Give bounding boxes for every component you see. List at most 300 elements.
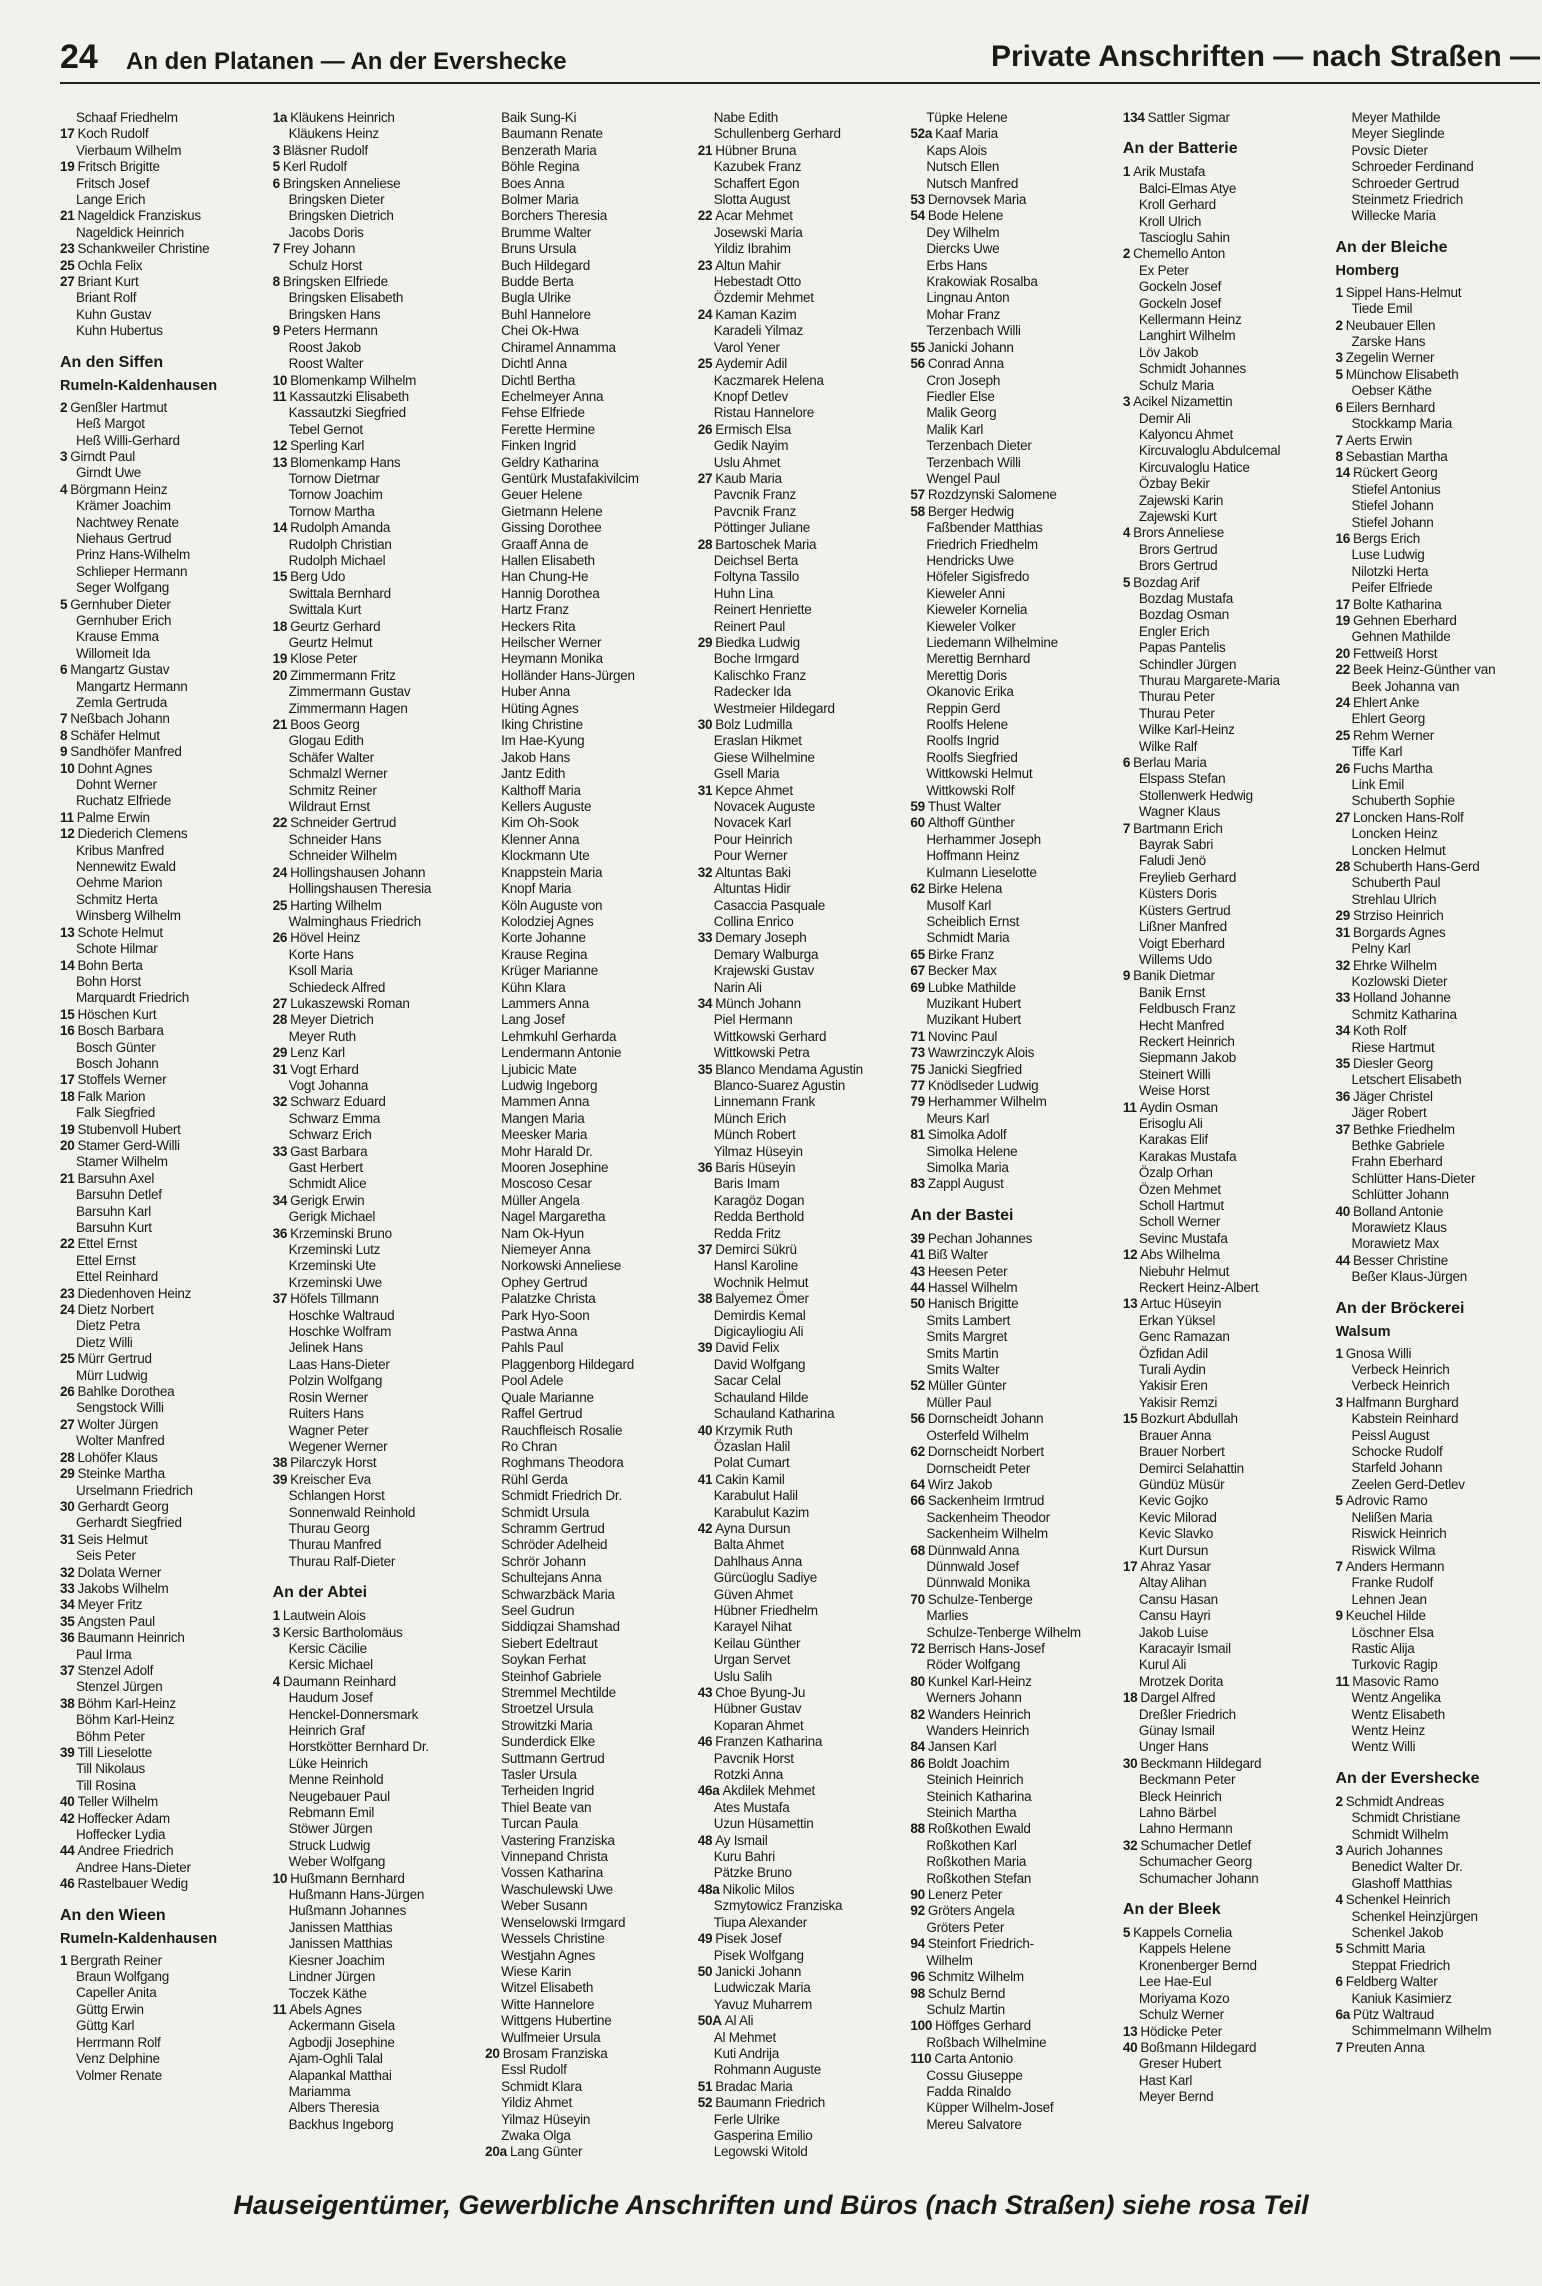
resident-entry <box>485 143 690 159</box>
resident-entry <box>60 1171 265 1187</box>
resident-name: Küsters Gertrud <box>1138 902 1231 918</box>
resident-name: Schiedeck Alfred <box>288 979 386 995</box>
resident-name: Mangartz Hermann <box>76 678 188 694</box>
resident-name: Wanders Heinrich <box>927 1706 1031 1722</box>
resident-entry <box>60 1663 265 1679</box>
resident-entry <box>1123 1925 1328 1941</box>
resident-entry <box>60 225 265 241</box>
resident-entry <box>485 1275 690 1291</box>
resident-entry <box>1335 1690 1540 1706</box>
resident-name: Okanovic Erika <box>926 684 1014 700</box>
resident-entry <box>273 2035 478 2051</box>
resident-entry <box>698 1324 903 1340</box>
resident-entry <box>60 761 265 777</box>
resident-entry <box>910 455 1115 471</box>
resident-name: Gerhardt Georg <box>77 1498 169 1514</box>
house-number: 86 <box>910 1755 925 1771</box>
resident-name: Blanco-Suarez Agustin <box>713 1077 846 1093</box>
resident-entry <box>910 225 1115 241</box>
resident-name: Swittala Bernhard <box>288 585 391 601</box>
resident-entry <box>273 1554 478 1570</box>
resident-name: Schäfer Walter <box>288 749 374 765</box>
house-number: 50 <box>697 1963 713 1979</box>
resident-entry <box>698 176 903 192</box>
resident-name: Gehnen Eberhard <box>1353 612 1457 628</box>
resident-entry <box>910 159 1115 175</box>
resident-name: Niemeyer Anna <box>501 1242 591 1258</box>
resident-entry <box>485 1964 690 1980</box>
resident-name: Beßer Klaus-Jürgen <box>1351 1269 1468 1285</box>
house-number: 5 <box>1122 574 1131 590</box>
resident-name: Schauland Hilde <box>713 1389 809 1405</box>
house-number: 1 <box>60 1952 68 1968</box>
resident-name: Vogt Johanna <box>288 1077 369 1093</box>
house-number: 26 <box>60 1384 75 1400</box>
resident-entry <box>273 1472 478 1488</box>
resident-name: Greser Hubert <box>1138 2056 1222 2072</box>
resident-entry <box>485 307 690 323</box>
resident-entry <box>1335 531 1540 547</box>
resident-entry <box>910 1526 1115 1542</box>
resident-entry <box>910 520 1115 536</box>
resident-name: Berlau Maria <box>1133 755 1207 771</box>
resident-name: Braun Wolfgang <box>76 1969 170 1985</box>
house-number: 5 <box>272 159 280 175</box>
resident-entry <box>485 438 690 454</box>
resident-name: Steinich Martha <box>926 1805 1017 1821</box>
resident-name: Münch Erich <box>713 1110 787 1126</box>
resident-name: Hoffmann Heinz <box>926 848 1020 864</box>
house-number: 28 <box>697 536 713 552</box>
resident-name: Ophey Gertrud <box>501 1274 588 1290</box>
resident-entry <box>1123 575 1328 591</box>
resident-entry <box>910 1871 1115 1887</box>
resident-entry <box>698 110 903 126</box>
house-number: 39 <box>697 1340 713 1356</box>
resident-name: Steinmetz Friedrich <box>1351 192 1464 208</box>
resident-name: Aydemir Adil <box>715 356 788 372</box>
house-number: 17 <box>1122 1558 1138 1574</box>
house-number: 15 <box>272 569 288 585</box>
resident-name: Rauchfleisch Rosalie <box>501 1422 623 1438</box>
resident-entry <box>485 2030 690 2046</box>
resident-entry <box>698 1636 903 1652</box>
resident-name: Gerigk Erwin <box>290 1192 365 1208</box>
resident-entry <box>60 892 265 908</box>
resident-name: Dernovsek Maria <box>927 192 1027 208</box>
resident-name: Schulze-Tenberge <box>927 1591 1033 1607</box>
resident-name: Bahlke Dorothea <box>77 1384 175 1400</box>
resident-name: Bayrak Sabri <box>1138 837 1214 853</box>
district-heading: Rumeln-Kaldenhausen <box>60 1930 218 1947</box>
resident-entry <box>60 1860 265 1876</box>
resident-entry <box>1335 1794 1540 1810</box>
resident-entry <box>485 274 690 290</box>
resident-name: Prinz Hans-Wilhelm <box>76 547 191 563</box>
house-number: 8 <box>272 274 280 290</box>
resident-name: Reppin Gerd <box>926 700 1001 716</box>
resident-name: Kersic Michael <box>288 1657 373 1673</box>
resident-entry <box>1123 1991 1328 2007</box>
resident-entry <box>698 225 903 241</box>
resident-name: Wentz Heinz <box>1351 1722 1425 1738</box>
resident-name: Demary Joseph <box>715 930 807 946</box>
resident-entry <box>1123 181 1328 197</box>
resident-name: Nennewitz Ewald <box>76 859 176 875</box>
resident-entry <box>910 126 1115 142</box>
resident-name: Erbs Hans <box>926 257 988 273</box>
resident-entry <box>1123 1001 1328 1017</box>
resident-entry <box>60 1466 265 1482</box>
resident-name: Reinert Paul <box>713 618 786 634</box>
resident-name: Conrad Anna <box>927 356 1004 372</box>
resident-name: Bozdag Mustafa <box>1138 590 1233 606</box>
resident-name: Gentürk Mustafakivilcim <box>501 470 639 486</box>
house-number: 66 <box>910 1493 925 1509</box>
resident-entry <box>1335 613 1540 629</box>
resident-entry <box>1123 378 1328 394</box>
resident-entry <box>1335 367 1540 383</box>
house-number: 77 <box>910 1077 925 1093</box>
resident-name: Weise Horst <box>1138 1083 1210 1099</box>
resident-entry <box>1335 1958 1540 1974</box>
resident-entry <box>485 2144 690 2160</box>
resident-entry <box>485 1373 690 1389</box>
resident-name: Dreßler Friedrich <box>1138 1706 1236 1722</box>
resident-entry <box>60 547 265 563</box>
resident-entry <box>273 110 478 126</box>
resident-name: Demirci Sükrü <box>715 1242 797 1258</box>
resident-name: Schäfer Helmut <box>70 727 160 743</box>
resident-name: Holland Johanne <box>1353 990 1451 1006</box>
house-number: 13 <box>60 924 75 940</box>
resident-entry <box>1335 400 1540 416</box>
resident-entry <box>273 668 478 684</box>
resident-name: Reckert Heinrich <box>1138 1033 1235 1049</box>
house-number: 4 <box>1335 1892 1343 1908</box>
resident-entry <box>273 1707 478 1723</box>
district-heading: Walsum <box>1335 1323 1391 1340</box>
resident-entry <box>698 1505 903 1521</box>
house-number: 52 <box>910 1378 925 1394</box>
resident-name: Uslu Ahmet <box>713 454 781 470</box>
resident-entry <box>1335 1625 1540 1641</box>
resident-name: Balta Ahmet <box>713 1537 784 1553</box>
resident-entry <box>273 192 478 208</box>
resident-entry <box>273 1160 478 1176</box>
resident-name: Radecker Ida <box>713 684 792 700</box>
house-number: 55 <box>910 339 925 355</box>
resident-name: Janicki Siegfried <box>927 1061 1022 1077</box>
resident-entry <box>698 1012 903 1028</box>
resident-entry <box>1335 1876 1540 1892</box>
resident-name: Klose Peter <box>290 651 358 667</box>
resident-name: Bozkurt Abdullah <box>1140 1411 1238 1427</box>
resident-entry <box>273 881 478 897</box>
house-number: 18 <box>60 1088 75 1104</box>
resident-name: Bartmann Erich <box>1133 820 1223 836</box>
resident-entry <box>485 1160 690 1176</box>
resident-entry <box>910 996 1115 1012</box>
resident-entry <box>1123 509 1328 525</box>
resident-entry <box>485 1734 690 1750</box>
resident-name: Borgards Agnes <box>1353 924 1446 940</box>
resident-name: Musolf Karl <box>926 897 992 913</box>
resident-entry <box>698 1882 903 1898</box>
resident-name: Bolte Katharina <box>1353 596 1442 612</box>
resident-name: Kurul Ali <box>1138 1657 1187 1673</box>
resident-entry <box>698 1833 903 1849</box>
resident-name: Echelmeyer Anna <box>501 388 604 404</box>
resident-entry <box>485 1062 690 1078</box>
resident-entry <box>910 1144 1115 1160</box>
resident-name: Wildraut Ernst <box>288 799 370 815</box>
resident-entry <box>60 1597 265 1613</box>
resident-name: Dünnwald Josef <box>926 1558 1019 1574</box>
resident-entry <box>698 668 903 684</box>
resident-entry <box>1335 1171 1540 1187</box>
resident-entry <box>698 356 903 372</box>
house-number: 49 <box>697 1931 713 1947</box>
resident-entry <box>1123 1707 1328 1723</box>
street-heading: An der Abtei <box>272 1584 368 1602</box>
resident-name: Hußmann Hans-Jürgen <box>288 1887 425 1903</box>
resident-entry <box>698 1865 903 1881</box>
house-number: 51 <box>697 2078 713 2094</box>
house-number: 1 <box>1122 164 1131 180</box>
resident-entry <box>910 1231 1115 1247</box>
resident-entry <box>60 1122 265 1138</box>
house-number: 39 <box>910 1230 925 1246</box>
house-number: 6 <box>60 662 68 678</box>
resident-name: Cansu Hayri <box>1138 1608 1211 1624</box>
resident-name: Bringsken Dietrich <box>288 208 394 224</box>
resident-name: Menne Reinhold <box>288 1772 384 1788</box>
resident-entry <box>1335 843 1540 859</box>
resident-name: Brumme Walter <box>501 224 592 240</box>
resident-name: Schulze-Tenberge Wilhelm <box>926 1624 1081 1640</box>
resident-name: Mooren Josephine <box>501 1160 609 1175</box>
resident-entry <box>485 208 690 224</box>
resident-name: Bugla Ulrike <box>501 290 571 306</box>
resident-name: Agbodji Josephine <box>288 2034 395 2050</box>
resident-name: Bringsken Dieter <box>288 192 385 208</box>
house-number: 48 <box>697 1832 713 1848</box>
resident-entry <box>1123 110 1328 126</box>
resident-name: Karabulut Kazim <box>713 1504 810 1520</box>
resident-entry <box>1123 804 1328 820</box>
resident-name: Dornscheidt Norbert <box>927 1444 1044 1460</box>
resident-entry <box>1123 427 1328 443</box>
resident-entry <box>485 1455 690 1471</box>
resident-name: Swittala Kurt <box>288 602 362 618</box>
resident-name: Kalyoncu Ahmet <box>1138 426 1233 442</box>
resident-name: Hannig Dorothea <box>501 585 600 601</box>
resident-name: Schwarz Erich <box>288 1127 372 1143</box>
resident-entry <box>485 1488 690 1504</box>
resident-name: Unger Hans <box>1138 1739 1209 1755</box>
resident-entry <box>273 1969 478 1985</box>
resident-name: Hoffecker Adam <box>77 1810 170 1826</box>
resident-entry <box>485 1587 690 1603</box>
resident-entry <box>273 1193 478 1209</box>
resident-entry <box>698 898 903 914</box>
resident-name: Krzeminski Uwe <box>288 1274 382 1290</box>
resident-entry <box>485 225 690 241</box>
house-number: 1 <box>1335 1345 1343 1361</box>
resident-name: Akdilek Mehmet <box>722 1783 816 1799</box>
resident-name: Jacobs Doris <box>288 224 364 240</box>
resident-name: Tascioglu Sahin <box>1138 230 1230 246</box>
resident-name: Lukaszewski Roman <box>290 995 410 1011</box>
resident-name: Lang Josef <box>501 1012 565 1028</box>
resident-name: Yildiz Ibrahim <box>713 241 791 257</box>
resident-entry <box>1335 1843 1540 1859</box>
resident-name: Krause Emma <box>76 629 159 645</box>
resident-name: Casaccia Pasquale <box>713 897 826 913</box>
resident-entry <box>485 1472 690 1488</box>
resident-entry <box>1335 1411 1540 1427</box>
resident-entry <box>485 1570 690 1586</box>
resident-entry <box>273 898 478 914</box>
resident-name: Demary Walburga <box>713 946 819 962</box>
resident-entry <box>1335 1378 1540 1394</box>
resident-name: Thust Walter <box>927 799 1001 815</box>
resident-entry <box>60 1827 265 1843</box>
resident-name: Roghmans Theodora <box>501 1455 624 1471</box>
resident-entry <box>1335 350 1540 366</box>
resident-name: Uslu Salih <box>713 1668 773 1684</box>
resident-name: Glogau Edith <box>288 733 364 749</box>
resident-entry <box>910 2051 1115 2067</box>
resident-entry <box>1123 525 1328 541</box>
resident-name: Gerhardt Siegfried <box>76 1515 182 1531</box>
resident-entry <box>910 176 1115 192</box>
resident-name: Simolka Helene <box>926 1143 1018 1159</box>
resident-entry <box>273 1537 478 1553</box>
resident-entry <box>1335 1608 1540 1624</box>
resident-name: Meyer Dietrich <box>290 1012 374 1028</box>
resident-name: Henckel-Donnersmark <box>288 1706 419 1722</box>
resident-entry <box>273 1275 478 1291</box>
house-number: 11 <box>1335 1673 1350 1689</box>
street-heading: An der Bleek <box>1122 1901 1221 1919</box>
district-heading: Rumeln-Kaldenhausen <box>60 377 218 394</box>
resident-name: Dornscheidt Peter <box>926 1460 1031 1476</box>
house-number: 27 <box>1335 809 1350 825</box>
page-header <box>60 38 1540 84</box>
resident-entry <box>698 1997 903 2013</box>
resident-entry <box>485 1029 690 1045</box>
resident-entry <box>485 1816 690 1832</box>
resident-entry <box>698 1340 903 1356</box>
resident-entry <box>1123 673 1328 689</box>
resident-name: Küsters Doris <box>1138 886 1217 902</box>
resident-name: Norkowski Anneliese <box>501 1258 621 1274</box>
resident-entry <box>910 1428 1115 1444</box>
resident-entry <box>273 1789 478 1805</box>
resident-name: Finken Ingrid <box>501 438 576 454</box>
resident-name: Löv Jakob <box>1138 344 1199 360</box>
resident-entry <box>273 1674 478 1690</box>
resident-entry <box>698 2112 903 2128</box>
resident-name: Letschert Elisabeth <box>1351 1072 1462 1088</box>
resident-entry <box>60 1843 265 1859</box>
resident-entry <box>1123 903 1328 919</box>
resident-entry <box>910 1903 1115 1919</box>
house-number: 54 <box>910 208 925 224</box>
resident-name: Ahraz Yasar <box>1140 1558 1211 1574</box>
resident-name: Altuntas Hidir <box>713 881 791 897</box>
resident-name: Schmitz Herta <box>76 891 158 907</box>
resident-entry <box>1123 1411 1328 1427</box>
house-number: 75 <box>910 1061 925 1077</box>
house-number: 50A <box>697 2013 722 2029</box>
resident-name: Schwarz Eduard <box>290 1094 386 1110</box>
resident-name: Terzenbach Dieter <box>926 438 1032 454</box>
resident-name: Krzeminski Bruno <box>290 1225 392 1241</box>
resident-name: Soykan Ferhat <box>501 1652 586 1668</box>
resident-entry <box>698 2079 903 2095</box>
resident-name: Stiefel Antonius <box>1351 481 1441 497</box>
resident-entry <box>60 958 265 974</box>
resident-entry <box>485 1111 690 1127</box>
resident-entry <box>1335 1674 1540 1690</box>
resident-entry <box>698 143 903 159</box>
resident-entry <box>273 1953 478 1969</box>
resident-entry <box>273 323 478 339</box>
resident-name: Rotzki Anna <box>713 1767 784 1783</box>
resident-entry <box>1123 460 1328 476</box>
resident-entry <box>1123 1198 1328 1214</box>
resident-entry <box>910 1247 1115 1263</box>
resident-entry <box>910 487 1115 503</box>
resident-name: Wolter Jürgen <box>77 1416 159 1432</box>
resident-name: Zimmermann Hagen <box>288 700 408 716</box>
resident-entry <box>698 1652 903 1668</box>
resident-entry <box>273 225 478 241</box>
resident-name: Althoff Günther <box>927 815 1015 831</box>
resident-entry <box>485 1144 690 1160</box>
resident-name: Steinke Martha <box>77 1466 165 1482</box>
resident-name: Knopf Detlev <box>713 388 789 404</box>
resident-entry <box>273 1029 478 1045</box>
resident-entry <box>698 323 903 339</box>
resident-entry <box>485 1701 690 1717</box>
resident-entry <box>698 1029 903 1045</box>
house-number: 19 <box>60 1121 75 1137</box>
resident-entry <box>485 619 690 635</box>
resident-entry <box>1335 2023 1540 2039</box>
resident-entry <box>698 783 903 799</box>
resident-name: Janissen Matthias <box>288 1919 393 1935</box>
resident-name: Falk Marion <box>77 1088 146 1104</box>
resident-name: Simolka Maria <box>926 1160 1009 1175</box>
resident-entry <box>1123 1313 1328 1329</box>
resident-name: Mammen Anna <box>501 1094 590 1110</box>
resident-entry <box>910 1641 1115 1657</box>
resident-entry <box>273 471 478 487</box>
resident-name: Smits Margret <box>926 1329 1008 1345</box>
resident-entry <box>910 701 1115 717</box>
resident-name: Kabstein Reinhard <box>1351 1411 1459 1427</box>
resident-entry <box>698 996 903 1012</box>
resident-entry <box>485 422 690 438</box>
resident-name: Riese Hartmut <box>1351 1039 1435 1055</box>
resident-name: Redda Fritz <box>713 1225 781 1241</box>
house-number: 38 <box>697 1291 713 1307</box>
resident-name: Faludi Jenö <box>1138 853 1206 869</box>
